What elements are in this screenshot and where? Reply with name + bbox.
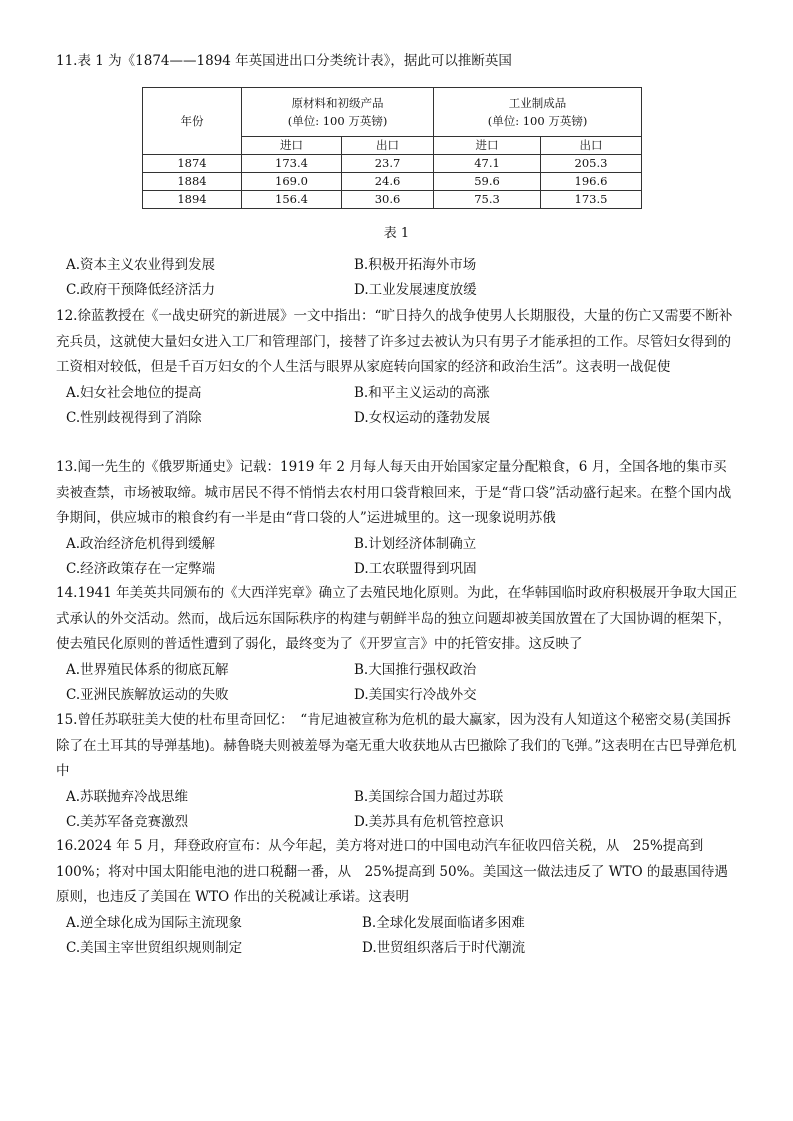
question-number: 13.: [56, 459, 78, 475]
trade-statistics-table: [142, 87, 642, 209]
table-cell: 196.6: [541, 173, 642, 191]
table-cell: 30.6: [342, 191, 434, 209]
question-12-stem: [56, 304, 740, 381]
option-a[interactable]: A.世界殖民体系的彻底瓦解: [66, 661, 229, 678]
question-16: [56, 834, 740, 961]
options-row: [56, 406, 740, 431]
year-header: 年份: [143, 88, 242, 155]
manufactured-goods-header: [434, 88, 642, 137]
options-row: [56, 658, 740, 683]
question-14-stem: [56, 581, 740, 658]
options-row: [56, 381, 740, 406]
raw-materials-header: [242, 88, 434, 137]
option-b[interactable]: B.全球化发展面临诸多困难: [362, 914, 525, 931]
option-b[interactable]: B.积极开拓海外市场: [354, 257, 477, 273]
table-cell: 173.5: [541, 191, 642, 209]
year-cell: 1884: [143, 173, 242, 191]
question-11-options: [56, 253, 740, 303]
question-12: [56, 304, 740, 431]
raw-materials-title: 原材料和初级产品: [291, 96, 384, 110]
question-number: 11.: [56, 53, 78, 69]
option-d[interactable]: D.世贸组织落后于时代潮流: [362, 939, 526, 956]
question-text: 2024 年 5 月，拜登政府宣布：从今年起，美方将对进口的中国电动汽车征收四倍关税，从 25%提高到 100%；将对中国太阳能电池的进口税翻一番，从 25%提高到 50%。美国这一做法违反了 WTO 的最惠国待遇原则，也违反了美国在 WTO 作出的关税减让承诺。这表明: [56, 838, 728, 905]
options-row: [56, 683, 740, 708]
year-cell: 1874: [143, 155, 242, 173]
table-cell: 59.6: [434, 173, 541, 191]
option-a[interactable]: A.政治经济危机得到缓解: [66, 535, 216, 552]
option-a[interactable]: A.妇女社会地位的提高: [66, 384, 202, 401]
sub-header-import: 进口: [434, 137, 541, 155]
question-number: 14.: [56, 585, 78, 601]
manufactured-goods-title: 工业制成品: [508, 96, 567, 110]
sub-header-export: 出口: [541, 137, 642, 155]
table-row: [143, 191, 642, 209]
question-15: [56, 708, 740, 835]
question-text: 1941 年美英共同颁布的《大西洋宪章》确立了去殖民地化原则。为此，在华韩国临时政府积极展开争取大国正式承认的外交活动。然而，战后远东国际秩序的构建与朝鲜半岛的独立问题却被美国放置在了大国协调的框架下，使去殖民化原则的普适性遭到了弱化，最终变为了《开罗宣言》中的托管安排。这反映了: [56, 585, 738, 652]
table-cell: 205.3: [541, 155, 642, 173]
question-text: 闻一先生的《俄罗斯通史》记载：1919 年 2 月每人每天由开始国家定量分配粮食，6 月，全国各地的集市买卖被查禁，市场被取缔。城市居民不得不悄悄去农村用口袋背粮回来，于是“背口袋”活动盛行起来。在整个国内战争期间，供应城市的粮食约有一半是由“背口袋的人”运进城里的。这一现象说明苏俄: [56, 459, 732, 526]
options-row: [56, 936, 740, 961]
option-a[interactable]: A.资本主义农业得到发展: [66, 257, 216, 273]
options-row: [56, 278, 740, 303]
table-cell: 169.0: [242, 173, 342, 191]
table-row: [143, 173, 642, 191]
option-b[interactable]: B.美国综合国力超过苏联: [354, 788, 504, 805]
option-c[interactable]: C.政府干预降低经济活力: [66, 282, 216, 298]
option-d[interactable]: D.美苏具有危机管控意识: [354, 813, 504, 830]
option-a[interactable]: A.苏联抛弃冷战思维: [66, 788, 189, 805]
option-d[interactable]: D.女权运动的蓬勃发展: [354, 409, 491, 426]
options-row: [56, 810, 740, 835]
option-d[interactable]: D.工业发展速度放缓: [354, 282, 477, 298]
option-a[interactable]: A.逆全球化成为国际主流现象: [66, 914, 243, 931]
table-cell: 24.6: [342, 173, 434, 191]
option-c[interactable]: C.美国主宰世贸组织规则制定: [66, 939, 243, 956]
option-c[interactable]: C.经济政策存在一定弊端: [66, 560, 216, 577]
question-16-stem: [56, 834, 740, 911]
question-13-stem: [56, 455, 740, 532]
table-caption: 表 1: [383, 226, 410, 241]
option-b[interactable]: B.计划经济体制确立: [354, 535, 477, 552]
options-row: [56, 253, 740, 278]
option-b[interactable]: B.和平主义运动的高涨: [354, 384, 490, 401]
option-c[interactable]: C.性别歧视得到了消除: [66, 409, 202, 426]
options-row: [56, 911, 740, 936]
sub-header-export: 出口: [342, 137, 434, 155]
question-text: 表 1 为《1874——1894 年英国进出口分类统计表》，据此可以推断英国: [77, 53, 512, 69]
question-11-stem: [56, 49, 740, 75]
table-cell: 47.1: [434, 155, 541, 173]
question-11: [56, 49, 740, 75]
table-cell: 23.7: [342, 155, 434, 173]
options-row: [56, 557, 740, 582]
table-cell: 75.3: [434, 191, 541, 209]
year-cell: 1894: [143, 191, 242, 209]
question-15-stem: [56, 708, 740, 785]
table-row: [143, 155, 642, 173]
option-d[interactable]: D.美国实行冷战外交: [354, 686, 477, 703]
options-row: [56, 532, 740, 557]
question-text: 曾任苏联驻美大使的杜布里奇回忆： “肯尼迪被宣称为危机的最大赢家，因为没有人知道这个秘密交易(美国拆除了在土耳其的导弹基地)。赫鲁晓夫则被羞辱为毫无重大收获地从古巴撤除了我们的飞弹。”这表明在古巴导弹危机中: [56, 712, 737, 779]
table-cell: 156.4: [242, 191, 342, 209]
table-cell: 173.4: [242, 155, 342, 173]
manufactured-goods-unit: (单位: 100 万英镑): [487, 114, 588, 128]
question-number: 15.: [56, 712, 78, 728]
option-c[interactable]: C.亚洲民族解放运动的失败: [66, 686, 229, 703]
question-14: [56, 581, 740, 708]
question-number: 16.: [56, 838, 78, 854]
option-d[interactable]: D.工农联盟得到巩固: [354, 560, 477, 577]
question-number: 12.: [56, 308, 78, 324]
options-row: [56, 785, 740, 810]
option-c[interactable]: C.美苏军备竞赛激烈: [66, 813, 189, 830]
sub-header-import: 进口: [242, 137, 342, 155]
raw-materials-unit: (单位: 100 万英镑): [287, 114, 388, 128]
question-text: 徐蓝教授在《一战史研究的新进展》一文中指出：“旷日持久的战争使男人长期服役，大量的伤亡又需要不断补充兵员，这就使大量妇女进入工厂和管理部门，接替了许多过去被认为只有男子才能承担的工作。尽管妇女得到的工资相对较低，但是千百万妇女的个人生活与眼界从家庭转向国家的经济和政治生活”。这表明一战促使: [56, 308, 733, 375]
question-13: [56, 455, 740, 582]
option-b[interactable]: B.大国推行强权政治: [354, 661, 477, 678]
